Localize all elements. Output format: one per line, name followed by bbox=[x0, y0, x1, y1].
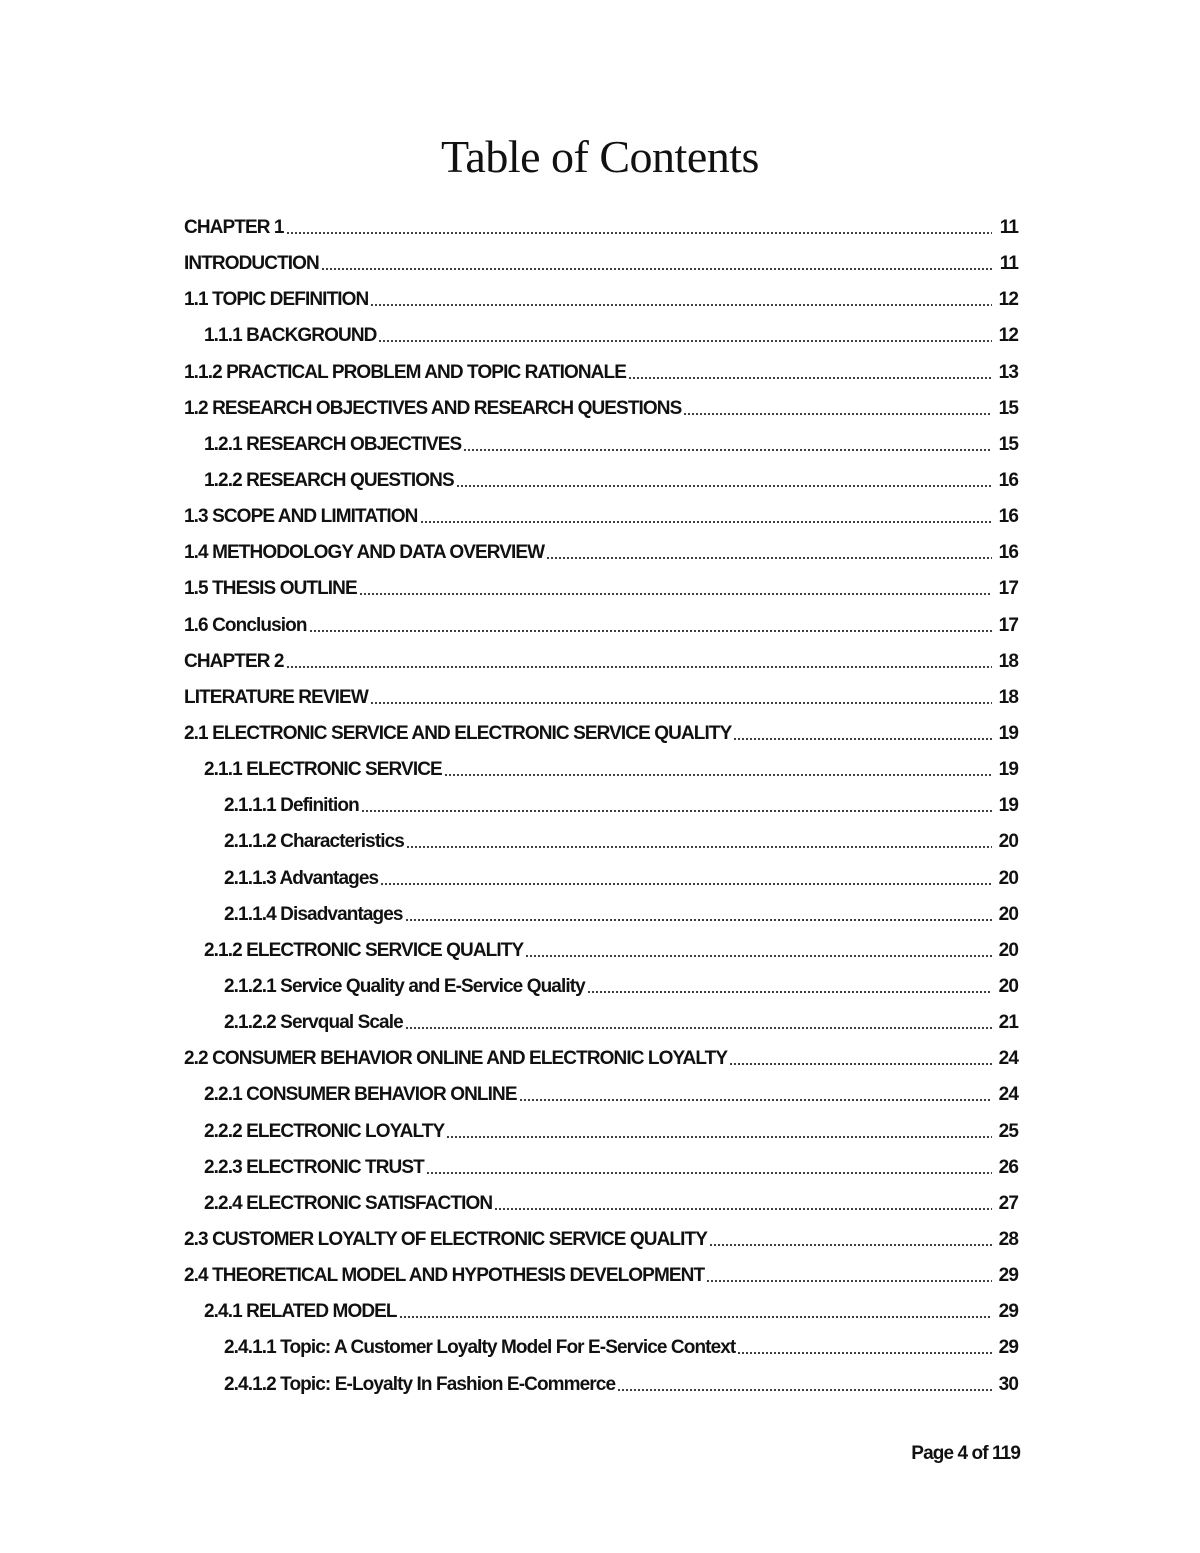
toc-entry-label: 2.1.1.3 Advantages bbox=[224, 867, 379, 889]
dot-leader bbox=[494, 1206, 992, 1212]
toc-entry-label: 1.1 TOPIC DEFINITION bbox=[184, 289, 369, 311]
toc-entry[interactable] bbox=[184, 391, 1018, 427]
toc-entry-label: 2.3 CUSTOMER LOYALTY OF ELECTRONIC SERVICE QUALITY bbox=[184, 1229, 707, 1250]
dot-leader bbox=[361, 808, 992, 814]
toc-entry-label: 1.6 Conclusion bbox=[184, 614, 307, 636]
toc-entry-label: 2.1.2 ELECTRONIC SERVICE QUALITY bbox=[204, 939, 524, 961]
toc-entry-label: 1.5 THESIS OUTLINE bbox=[184, 578, 357, 600]
toc-entry-label: 2.1.1.2 Characteristics bbox=[224, 831, 404, 853]
toc-entry-page-number: 29 bbox=[998, 1337, 1018, 1359]
toc-entry[interactable] bbox=[184, 571, 1018, 607]
toc-entry-label: 1.2 RESEARCH OBJECTIVES AND RESEARCH QUESTIONS bbox=[184, 397, 682, 419]
toc-entry-label: 2.4.1.1 Topic: A Customer Loyalty Model For E-Service Context bbox=[224, 1337, 736, 1359]
dot-leader bbox=[359, 591, 992, 597]
toc-entry-page-number: 19 bbox=[998, 723, 1018, 745]
dot-leader bbox=[525, 953, 992, 959]
dot-leader bbox=[370, 302, 992, 308]
dot-leader bbox=[405, 1025, 992, 1031]
toc-entry-label: 2.4.1.2 Topic: E-Loyalty In Fashion E-Commerce bbox=[224, 1373, 616, 1395]
dot-leader bbox=[546, 555, 992, 561]
toc-entry[interactable] bbox=[184, 752, 1018, 788]
toc-entry-page-number: 12 bbox=[998, 289, 1018, 311]
toc-entry[interactable] bbox=[184, 680, 1018, 716]
toc-entry[interactable] bbox=[184, 1186, 1018, 1222]
dot-leader bbox=[446, 1134, 992, 1140]
toc-entry-page-number: 20 bbox=[998, 831, 1018, 853]
toc-entry[interactable] bbox=[184, 933, 1018, 969]
dot-leader bbox=[309, 628, 992, 634]
toc-entry-label: 2.2 CONSUMER BEHAVIOR ONLINE AND ELECTRONIC LOYALTY bbox=[184, 1048, 728, 1070]
toc-entry-page-number: 19 bbox=[998, 795, 1018, 817]
table-of-contents bbox=[184, 210, 1018, 1403]
toc-entry[interactable] bbox=[184, 1330, 1018, 1366]
toc-entry[interactable] bbox=[184, 499, 1018, 535]
toc-entry-label: 1.1.2 PRACTICAL PROBLEM AND TOPIC RATIONALE bbox=[184, 361, 626, 383]
toc-entry-page-number: 29 bbox=[998, 1265, 1018, 1287]
toc-entry[interactable] bbox=[184, 1222, 1018, 1258]
toc-entry[interactable] bbox=[184, 969, 1018, 1005]
toc-entry-page-number: 16 bbox=[998, 542, 1018, 564]
toc-entry-page-number: 20 bbox=[998, 903, 1018, 925]
toc-entry-label: 1.2.1 RESEARCH OBJECTIVES bbox=[204, 433, 462, 455]
toc-entry[interactable] bbox=[184, 1258, 1018, 1294]
toc-entry-page-number: 19 bbox=[998, 759, 1018, 781]
dot-leader bbox=[378, 338, 992, 344]
toc-entry-label: INTRODUCTION bbox=[184, 253, 319, 275]
toc-entry[interactable] bbox=[184, 535, 1018, 571]
toc-entry-label: CHAPTER 1 bbox=[184, 217, 284, 239]
toc-entry[interactable] bbox=[184, 608, 1018, 644]
toc-entry[interactable] bbox=[184, 210, 1018, 246]
toc-entry-page-number: 15 bbox=[998, 433, 1018, 455]
toc-entry-label: 2.2.4 ELECTRONIC SATISFACTION bbox=[204, 1192, 493, 1214]
toc-entry-page-number: 26 bbox=[998, 1156, 1018, 1178]
dot-leader bbox=[405, 917, 992, 923]
toc-entry-label: LITERATURE REVIEW bbox=[184, 686, 368, 708]
toc-entry-page-number: 28 bbox=[998, 1229, 1018, 1250]
toc-entry-page-number: 18 bbox=[998, 650, 1018, 672]
toc-entry[interactable] bbox=[184, 1077, 1018, 1113]
dot-leader bbox=[709, 1242, 992, 1248]
dot-leader bbox=[321, 266, 992, 272]
toc-entry[interactable] bbox=[184, 282, 1018, 318]
toc-entry-label: 1.1.1 BACKGROUND bbox=[204, 325, 377, 347]
toc-entry[interactable] bbox=[184, 1150, 1018, 1186]
toc-entry-page-number: 17 bbox=[998, 578, 1018, 600]
toc-entry[interactable] bbox=[184, 788, 1018, 824]
toc-entry-page-number: 27 bbox=[998, 1192, 1018, 1214]
dot-leader bbox=[463, 447, 992, 453]
dot-leader bbox=[286, 230, 992, 236]
toc-entry[interactable] bbox=[184, 355, 1018, 391]
dot-leader bbox=[617, 1387, 992, 1393]
toc-entry-label: 2.4.1 RELATED MODEL bbox=[204, 1301, 397, 1323]
dot-leader bbox=[426, 1170, 992, 1176]
dot-leader bbox=[399, 1314, 992, 1320]
toc-entry-label: 2.1 ELECTRONIC SERVICE AND ELECTRONIC SERVICE QUALITY bbox=[184, 723, 732, 745]
dot-leader bbox=[380, 881, 992, 887]
dot-leader bbox=[456, 483, 992, 489]
dot-leader bbox=[587, 989, 992, 995]
dot-leader bbox=[370, 700, 992, 706]
toc-entry[interactable] bbox=[184, 246, 1018, 282]
dot-leader bbox=[406, 844, 992, 850]
toc-entry-page-number: 17 bbox=[998, 614, 1018, 636]
toc-entry[interactable] bbox=[184, 716, 1018, 752]
toc-entry-label: 2.1.1 ELECTRONIC SERVICE bbox=[204, 759, 442, 781]
toc-entry-label: 1.4 METHODOLOGY AND DATA OVERVIEW bbox=[184, 542, 545, 564]
dot-leader bbox=[729, 1061, 992, 1067]
toc-entry-page-number: 15 bbox=[998, 397, 1018, 419]
toc-entry-label: 2.2.3 ELECTRONIC TRUST bbox=[204, 1156, 424, 1178]
toc-entry-label: 1.3 SCOPE AND LIMITATION bbox=[184, 506, 418, 528]
toc-entry-label: 2.1.2.1 Service Quality and E-Service Quality bbox=[224, 976, 585, 998]
dot-leader bbox=[286, 664, 992, 670]
toc-entry[interactable] bbox=[184, 318, 1018, 354]
dot-leader bbox=[737, 1350, 992, 1356]
toc-entry-page-number: 16 bbox=[998, 470, 1018, 492]
toc-entry-page-number: 20 bbox=[998, 976, 1018, 998]
toc-entry-label: 2.2.1 CONSUMER BEHAVIOR ONLINE bbox=[204, 1084, 517, 1106]
toc-entry-label: 2.1.2.2 Servqual Scale bbox=[224, 1012, 403, 1034]
page-title: Table of Contents bbox=[441, 131, 759, 182]
toc-entry-page-number: 25 bbox=[998, 1120, 1018, 1142]
toc-entry[interactable] bbox=[184, 1367, 1018, 1403]
toc-entry-page-number: 29 bbox=[998, 1301, 1018, 1323]
toc-entry-label: CHAPTER 2 bbox=[184, 650, 284, 672]
toc-entry-page-number: 18 bbox=[998, 686, 1018, 708]
toc-entry-label: 2.1.1.4 Disadvantages bbox=[224, 903, 403, 925]
toc-entry-page-number: 16 bbox=[998, 506, 1018, 528]
toc-entry-page-number: 24 bbox=[998, 1084, 1018, 1106]
dot-leader bbox=[420, 519, 992, 525]
toc-entry-label: 2.2.2 ELECTRONIC LOYALTY bbox=[204, 1120, 445, 1142]
toc-entry[interactable] bbox=[184, 824, 1018, 860]
dot-leader bbox=[444, 772, 992, 778]
toc-entry-page-number: 12 bbox=[998, 325, 1018, 347]
toc-entry-page-number: 11 bbox=[999, 217, 1018, 239]
toc-entry-label: 2.1.1.1 Definition bbox=[224, 795, 359, 817]
toc-entry-label: 2.4 THEORETICAL MODEL AND HYPOTHESIS DEVELOPMENT bbox=[184, 1265, 705, 1287]
dot-leader bbox=[683, 411, 992, 417]
toc-entry[interactable] bbox=[184, 644, 1018, 680]
dot-leader bbox=[519, 1097, 992, 1103]
toc-entry-label: 1.2.2 RESEARCH QUESTIONS bbox=[204, 470, 454, 492]
toc-entry-page-number: 24 bbox=[998, 1048, 1018, 1070]
toc-entry[interactable] bbox=[184, 1294, 1018, 1330]
page-footer: Page 4 of 119 bbox=[911, 1443, 1020, 1464]
dot-leader bbox=[733, 736, 992, 742]
toc-entry[interactable] bbox=[184, 1041, 1018, 1077]
toc-entry-page-number: 13 bbox=[998, 361, 1018, 383]
toc-entry[interactable] bbox=[184, 897, 1018, 933]
toc-entry-page-number: 11 bbox=[999, 253, 1018, 275]
toc-entry[interactable] bbox=[184, 1114, 1018, 1150]
toc-entry[interactable] bbox=[184, 1005, 1018, 1041]
toc-entry[interactable] bbox=[184, 463, 1018, 499]
dot-leader bbox=[706, 1278, 992, 1284]
toc-entry-page-number: 21 bbox=[998, 1012, 1018, 1034]
toc-entry-page-number: 30 bbox=[998, 1373, 1018, 1395]
dot-leader bbox=[628, 375, 992, 381]
toc-entry[interactable] bbox=[184, 861, 1018, 897]
toc-entry[interactable] bbox=[184, 427, 1018, 463]
toc-entry-page-number: 20 bbox=[998, 939, 1018, 961]
toc-entry-page-number: 20 bbox=[998, 867, 1018, 889]
